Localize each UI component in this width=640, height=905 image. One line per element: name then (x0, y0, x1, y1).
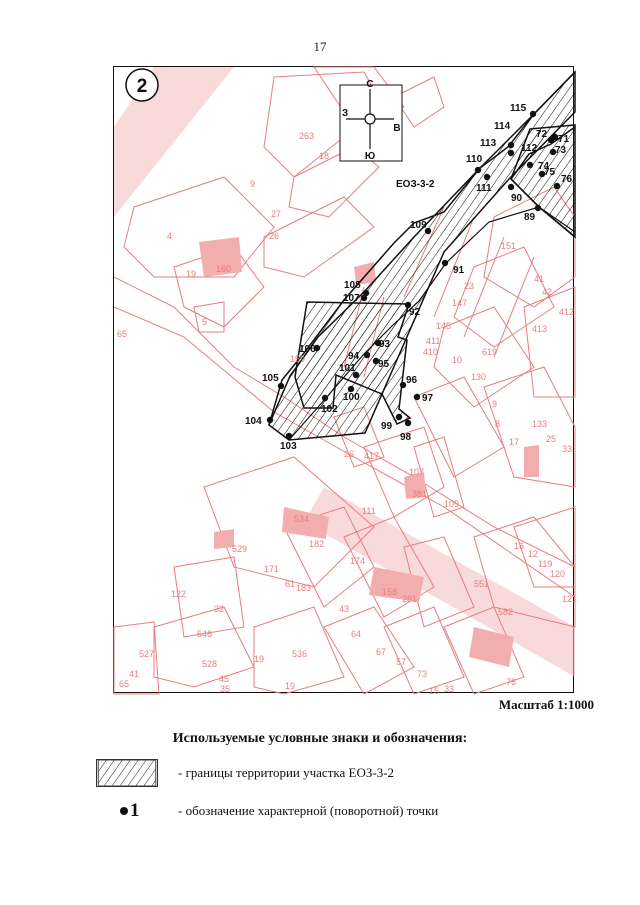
map-scale: Масштаб 1:1000 (498, 697, 594, 712)
cadastral-map (113, 66, 578, 696)
point-label: 114 (494, 121, 511, 132)
cadastral-number: 45 (219, 674, 230, 684)
point-label: 94 (348, 351, 360, 362)
cadastral-number: 582 (498, 607, 514, 617)
cadastral-number: 551 (474, 579, 490, 589)
cadastral-number: 25 (546, 434, 557, 444)
cadastral-number: 120 (550, 569, 566, 579)
cadastral-number: 61 (285, 579, 296, 589)
cadastral-number: 27 (271, 209, 282, 219)
point-label: 72 (536, 129, 548, 140)
cadastral-number: 41 (534, 274, 545, 284)
point-label: 106 (299, 344, 316, 355)
cadastral-number: 174 (350, 556, 366, 566)
cadastral-number: 9 (250, 179, 256, 189)
cadastral-number: 119 (538, 559, 553, 569)
point-dot-icon (120, 807, 128, 815)
point-label: 115 (510, 103, 527, 114)
cadastral-number: 19 (186, 269, 197, 279)
cadastral-number: 147 (452, 298, 468, 308)
cadastral-number: 130 (471, 372, 487, 382)
point-label: 71 (558, 134, 570, 145)
cadastral-number: 17 (509, 437, 520, 447)
cadastral-number: 64 (351, 629, 362, 639)
cadastral-number: 171 (264, 564, 280, 574)
cadastral-number: 42 (542, 287, 553, 297)
cadastral-number: 67 (376, 647, 387, 657)
cadastral-number: 528 (202, 659, 218, 669)
point-label: 112 (521, 143, 538, 154)
legend-title: Используемые условные знаки и обозначения: (172, 731, 468, 746)
point-label: 75 (544, 167, 556, 178)
point-label: 74 (538, 161, 550, 172)
point-label: 93 (379, 339, 391, 350)
point-label: 100 (343, 392, 360, 403)
point-label: 90 (511, 193, 523, 204)
hatched-area-icon (96, 759, 158, 787)
point-label: 98 (400, 432, 412, 443)
cadastral-number: 19 (285, 681, 296, 691)
cadastral-number: 534 (294, 514, 310, 524)
cadastral-number: 26 (344, 449, 355, 459)
cadastral-number: 381 (412, 489, 428, 499)
cadastral-number: 121 (562, 594, 578, 604)
legend-territory-text: - границы территории участка ЕОЗ-3-2 (178, 765, 395, 780)
point-label: 73 (555, 145, 567, 156)
point-label: 95 (378, 359, 390, 370)
cadastral-number: 10 (452, 355, 463, 365)
sheet-number-badge (126, 69, 158, 101)
cadastral-number: 65 (117, 329, 128, 339)
cadastral-number: 4 (167, 231, 173, 241)
cadastral-number: 619 (482, 347, 498, 357)
compass-north: С (366, 79, 374, 90)
point-label: 92 (409, 307, 421, 318)
point-label: 110 (466, 154, 483, 165)
cadastral-number: 111 (362, 506, 376, 516)
cadastral-number: 33 (444, 684, 455, 694)
point-label: 89 (524, 212, 536, 223)
cadastral-number: 26 (269, 231, 280, 241)
cadastral-number: 182 (309, 539, 325, 549)
cadastral-number: 536 (292, 649, 308, 659)
cadastral-number: 261 (402, 594, 418, 604)
cadastral-number: 57 (396, 657, 407, 667)
cadastral-number: 65 (119, 679, 130, 689)
cadastral-number: 412 (559, 307, 575, 317)
compass-rose (340, 79, 402, 162)
cadastral-number: 158 (382, 587, 398, 597)
point-label: 76 (561, 174, 573, 185)
cadastral-number: 33 (562, 444, 573, 454)
point-label: 109 (410, 220, 427, 231)
cadastral-number: 76 (506, 677, 517, 687)
territory-eoz-3-2 (269, 72, 575, 440)
cadastral-number: 263 (299, 131, 315, 141)
cadastral-number: 8 (495, 419, 501, 429)
cadastral-number: 122 (171, 589, 187, 599)
cadastral-number: 19 (254, 654, 265, 664)
cadastral-number: 35 (220, 684, 231, 694)
cadastral-number: 107 (409, 467, 425, 477)
cadastral-number: 159 (290, 354, 306, 364)
cadastral-number: 43 (339, 604, 350, 614)
legend-point-text: - обозначение характерной (поворотной) точки (178, 803, 439, 818)
point-label: 91 (453, 265, 465, 276)
cadastral-number: 9 (492, 399, 498, 409)
cadastral-number: 546 (197, 629, 213, 639)
point-label: 108 (344, 280, 361, 291)
compass-south: Ю (364, 151, 376, 162)
point-label: 102 (321, 404, 338, 415)
point-label: 111 (476, 183, 492, 194)
cadastral-number: 41 (129, 669, 140, 679)
cadastral-number: 73 (417, 669, 428, 679)
cadastral-number: 183 (296, 583, 312, 593)
point-label: 96 (406, 375, 418, 386)
point-symbol-label: 1 (130, 800, 140, 821)
cadastral-number: 145 (436, 321, 452, 331)
cadastral-number: 109 (444, 499, 460, 509)
legend-item-point (96, 801, 438, 821)
cadastral-number: 410 (423, 347, 439, 357)
cadastral-number: 151 (501, 241, 517, 251)
cadastral-number: 417 (364, 451, 380, 461)
point-label: 104 (245, 416, 262, 427)
cadastral-number: 133 (532, 419, 548, 429)
sheet-number: 2 (136, 76, 148, 97)
cadastral-number: 527 (139, 649, 155, 659)
cadastral-number: 15 (429, 686, 440, 696)
point-symbol (96, 801, 158, 821)
point-label: 101 (339, 363, 356, 374)
compass-west: З (341, 108, 349, 119)
point-label: 107 (343, 293, 360, 304)
point-label: 103 (280, 441, 297, 452)
cadastral-number: 411 (426, 336, 441, 346)
cadastral-number: 413 (532, 324, 548, 334)
point-label: 105 (262, 373, 279, 384)
cadastral-number: 16 (514, 541, 525, 551)
cadastral-number: 5 (202, 317, 208, 327)
legend-item-territory (96, 759, 394, 787)
cadastral-number: 23 (464, 281, 475, 291)
cadastral-number: 32 (214, 604, 225, 614)
page-number: 17 (313, 39, 327, 54)
point-label: 99 (381, 421, 393, 432)
cadastral-number: 18 (319, 151, 330, 161)
cadastral-number: 160 (216, 264, 232, 274)
point-label: 113 (480, 138, 497, 149)
compass-east: В (393, 123, 401, 134)
cadastral-number: 529 (232, 544, 248, 554)
cadastral-number: 12 (528, 549, 539, 559)
zone-label: ЕОЗ-3-2 (396, 179, 435, 190)
point-label: 97 (422, 393, 434, 404)
